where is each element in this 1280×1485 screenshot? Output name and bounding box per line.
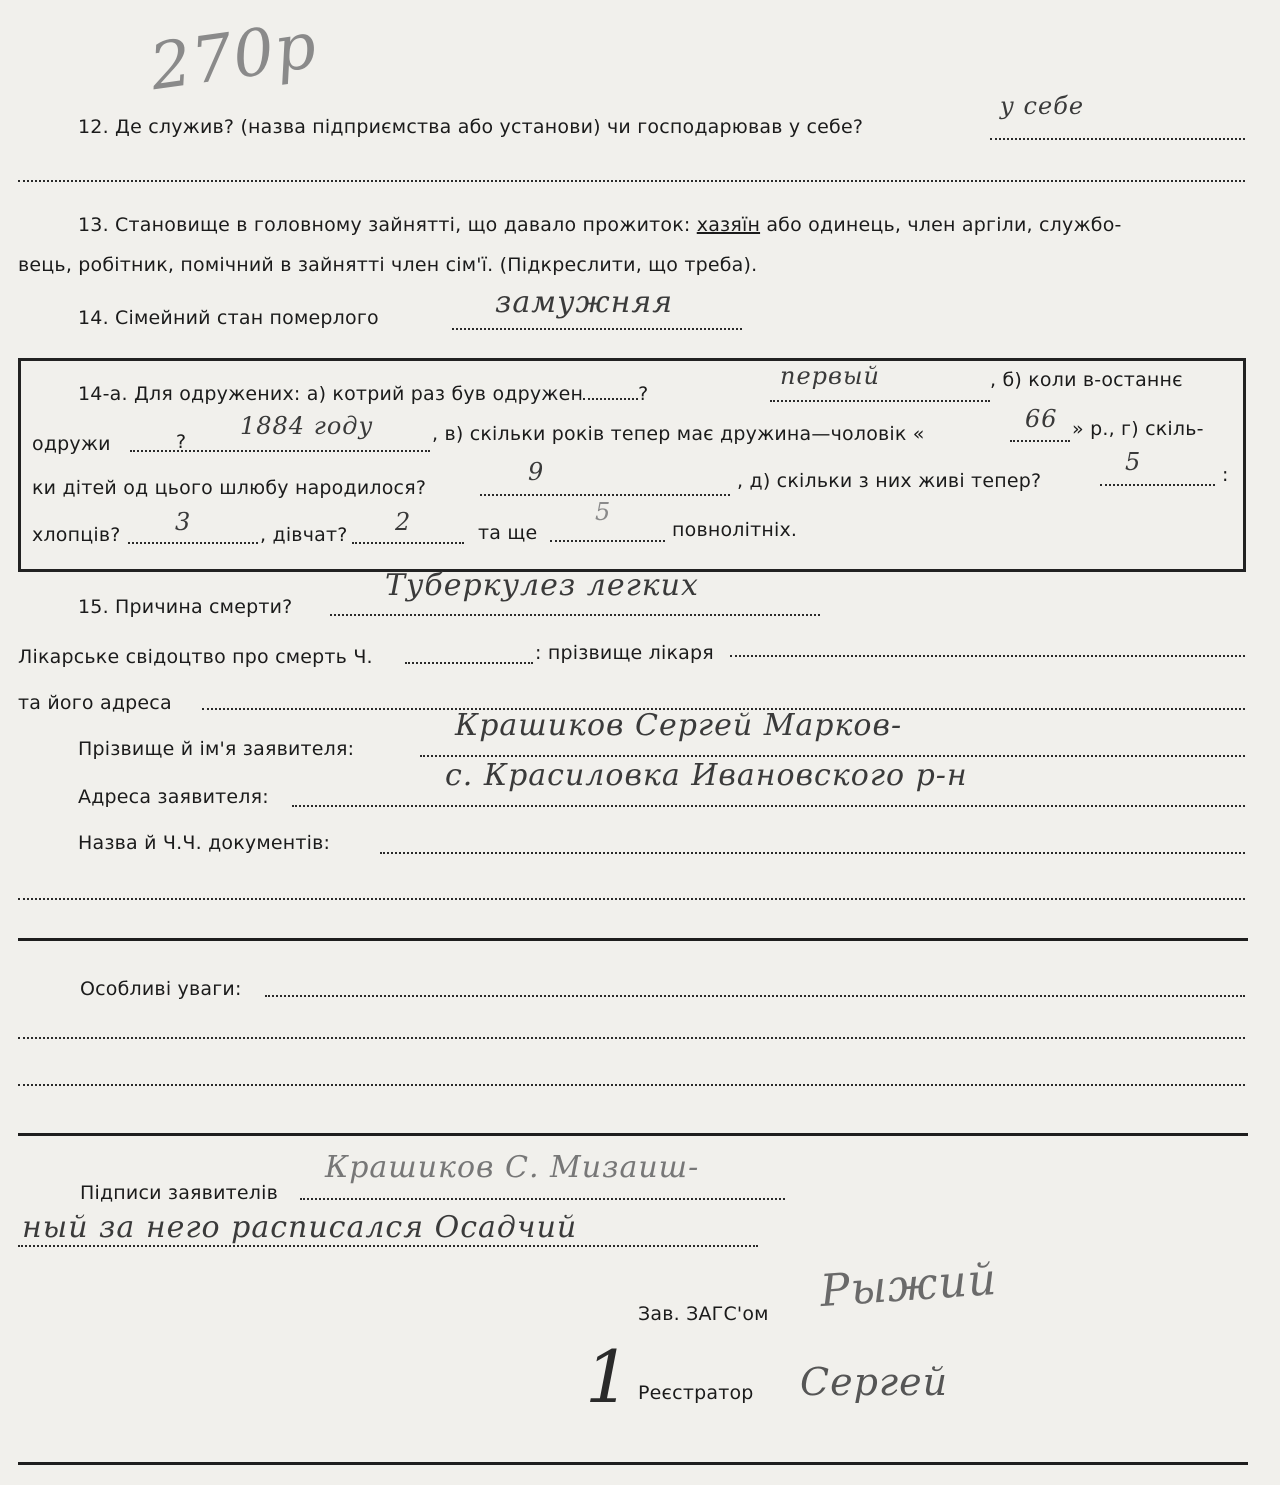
applicant-name-label: Прізвище й ім'я заявителя: (78, 738, 355, 760)
doctor-addr-label: та його адреса (18, 692, 172, 714)
q14a-more: 5 (595, 498, 612, 526)
q15-answer: Туберкулез легких (385, 568, 699, 603)
remarks-fill-2 (18, 1037, 1245, 1039)
q13-line1 (78, 214, 1122, 236)
signatures-label: Підписи заявителів (80, 1182, 279, 1204)
q14a-label: 14-а. Для одружених: а) котрий раз був одружен (78, 383, 584, 405)
applicant-addr-label: Адреса заявителя: (78, 786, 269, 808)
q12-fill-2 (18, 180, 1245, 182)
registrar-label: Реєстратор (638, 1382, 754, 1404)
q14a-l2-a: одружи (32, 433, 111, 455)
q13-rest: або одинець, член аргіли, службо- (766, 214, 1122, 236)
doctor-cert-label: Лікарське свідоцтво про смерть Ч. (18, 646, 373, 668)
doctor-cert-fill (405, 662, 533, 664)
q13-text: 13. Становище в головному зайнятті, що давало прожиток: (78, 214, 691, 236)
q14a-boys: 3 (175, 508, 192, 536)
applicant-docs-label: Назва й Ч.Ч. документів: (78, 832, 331, 854)
q14a-l3-b: , д) скільки з них живі тепер? (737, 470, 1042, 492)
doctor-name-fill (730, 655, 1245, 657)
q12-fill (990, 138, 1245, 140)
applicant-name-fill (420, 755, 1245, 757)
remarks-fill-1 (265, 995, 1245, 997)
signature-line-1: Крашиков С. Мизаиш- (325, 1150, 700, 1185)
q14a-l1-b: , б) коли в-останнє (990, 369, 1183, 391)
q14a-l4-end: повнолітніх. (672, 519, 798, 541)
docs-fill-2 (18, 898, 1245, 900)
q14a-l3-end: : (1222, 464, 1229, 486)
q13-underlined-owner: хазяїн (696, 214, 761, 236)
q14a-girls-fill (352, 542, 464, 544)
q14a-more-fill (550, 540, 665, 542)
remarks-fill-3 (18, 1084, 1245, 1086)
section-rule-1 (18, 938, 1248, 941)
q14a-line1 (78, 383, 648, 405)
q14a-age: 66 (1025, 405, 1058, 433)
q15-fill (330, 614, 820, 616)
section-rule-2 (18, 1133, 1248, 1136)
q14a-boys-label: хлопців? (32, 524, 121, 546)
remarks-label: Особливі уваги: (80, 978, 242, 1000)
applicant-addr-value: с. Красиловка Ивановского р-н (445, 758, 968, 793)
q13-line2: вець, робітник, помічний в зайнятті член сім'ї. (Підкреслити, що треба). (18, 254, 758, 276)
q14-fill (452, 328, 742, 330)
signature-line-2: ный за него расписался Осадчий (22, 1210, 578, 1245)
q14a-girls: 2 (395, 508, 412, 536)
head-label: Зав. ЗАГС'ом (638, 1303, 769, 1325)
q14-answer: замужняя (495, 285, 674, 320)
q14a-l3-a: ки дітей од цього шлюбу народилося? (32, 477, 427, 499)
q14a-l1-fill (770, 400, 990, 402)
archive-number: 270р (145, 8, 322, 106)
q14a-l2-q: ? (176, 431, 187, 453)
q14a-q: ? (638, 383, 649, 405)
q14a-alive: 5 (1125, 448, 1142, 476)
signatures-fill-2 (18, 1245, 758, 1247)
q12-answer: у себе (1000, 92, 1085, 120)
applicant-name-value: Крашиков Сергей Марков- (455, 708, 903, 743)
applicant-addr-fill (292, 805, 1245, 807)
q14a-age-fill (1010, 440, 1070, 442)
q14a-children: 9 (528, 458, 545, 486)
q14a-alive-fill (1100, 484, 1215, 486)
q14a-l2-b: , в) скільки років тепер має дружина—чоловік « (432, 423, 925, 445)
q14a-l3-fill (480, 494, 730, 496)
q14a-more-label: та ще (478, 522, 538, 544)
q14a-l2-c: » р., г) скіль- (1072, 418, 1204, 440)
q14a-times-answer: первый (780, 362, 880, 390)
q14-label: 14. Сімейний стан померлого (78, 307, 379, 329)
q14a-boys-fill (128, 542, 258, 544)
q12-label: 12. Де служив? (назва підприємства або установи) чи господарював у себе? (78, 116, 864, 138)
head-signature: Рыжий (818, 1253, 999, 1318)
q15-label: 15. Причина смерти? (78, 596, 293, 618)
doctor-name-label: : прізвище лікаря (535, 642, 714, 664)
q14a-year-answer: 1884 году (240, 412, 374, 440)
bottom-rule (18, 1462, 1248, 1465)
signatures-fill-1 (300, 1198, 785, 1200)
registrar-signature: Сергей (800, 1360, 949, 1404)
q14a-l2-fill (130, 450, 430, 452)
registrar-mark: 1 (585, 1335, 632, 1419)
applicant-docs-fill (380, 852, 1245, 854)
q14a-girls-label: , дівчат? (260, 524, 348, 546)
